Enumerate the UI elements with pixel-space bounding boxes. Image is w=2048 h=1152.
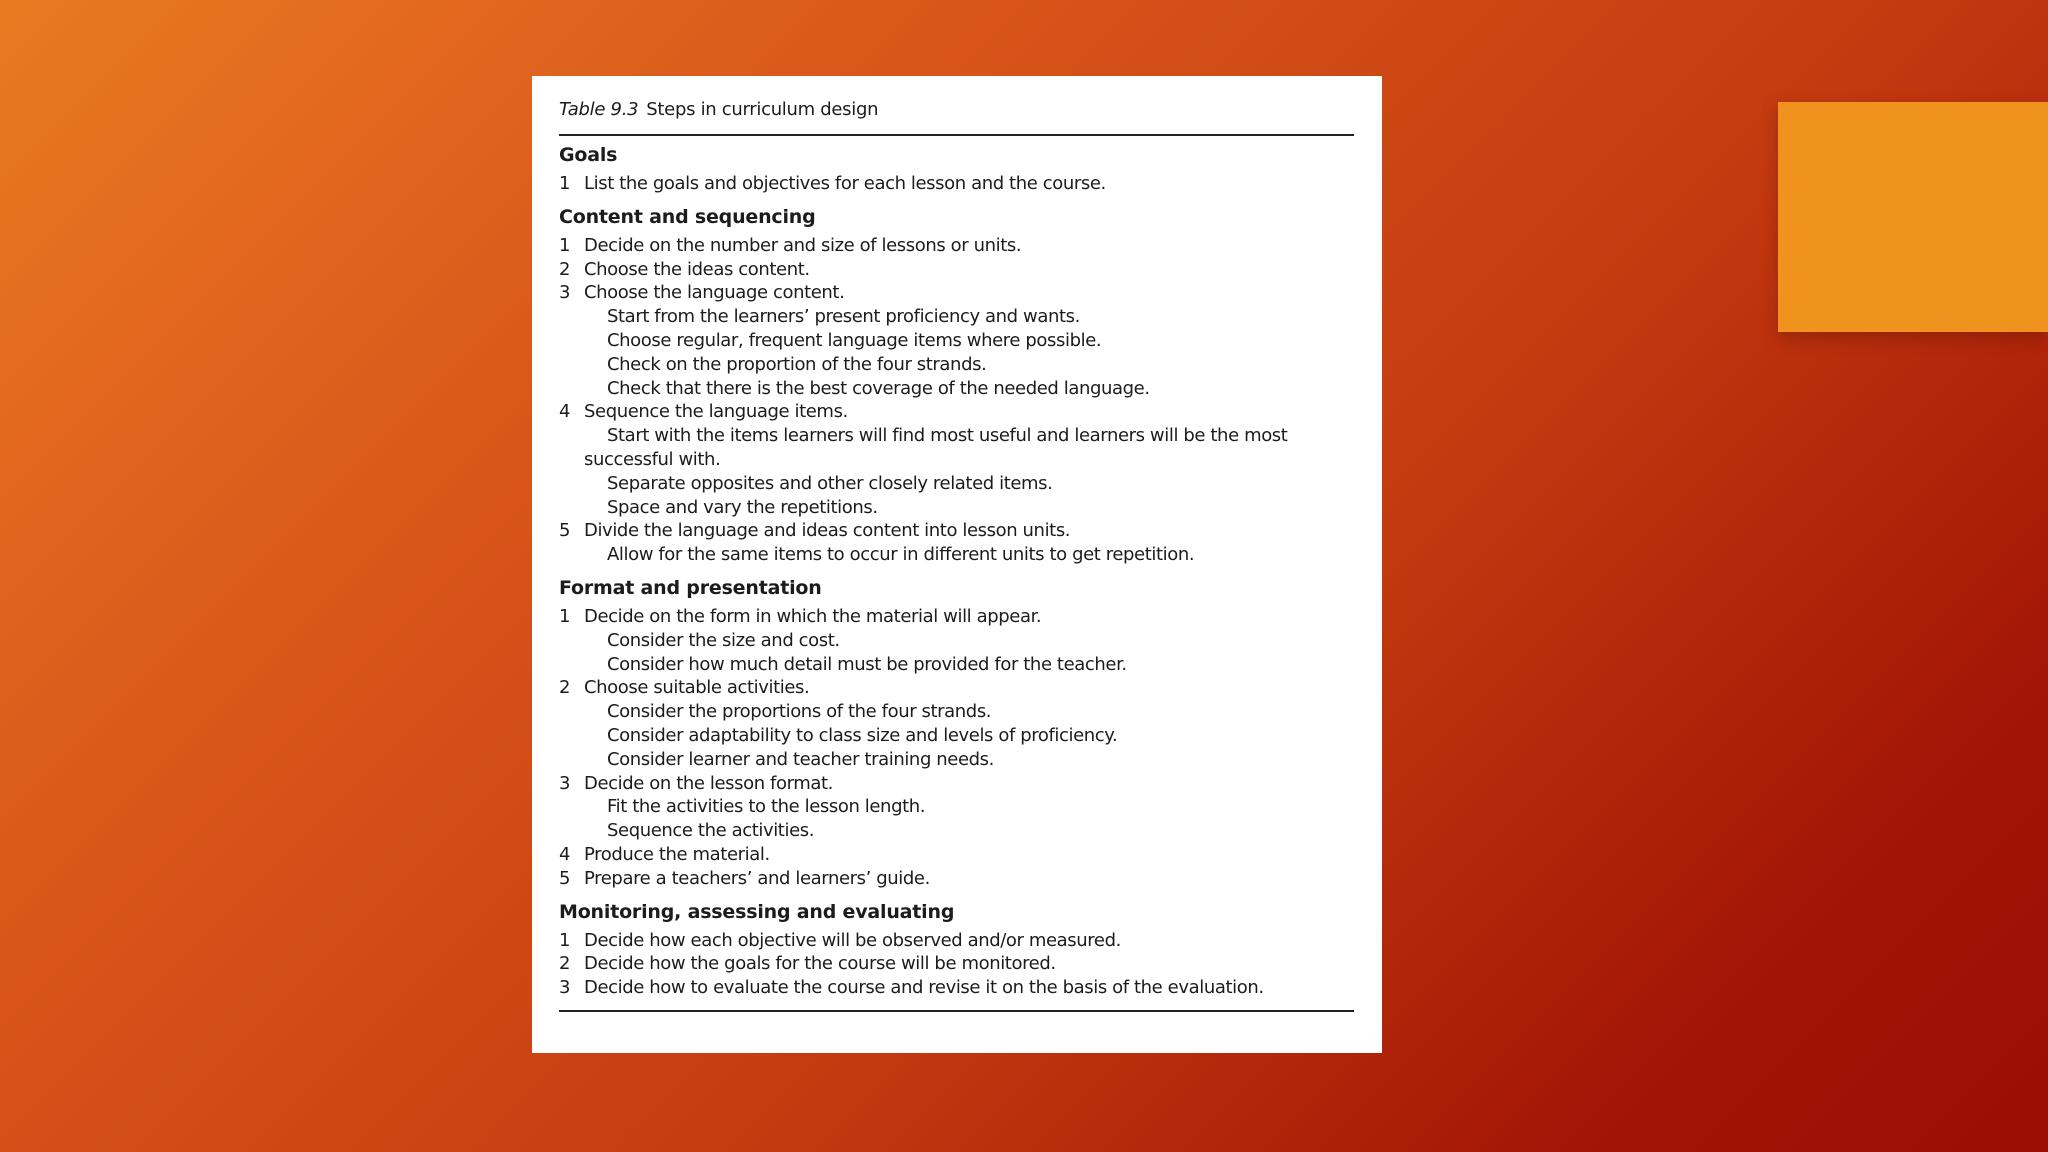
step-text: Divide the language and ideas content into lesson units.: [584, 520, 1071, 542]
table-caption-label: Table 9.3: [559, 99, 639, 120]
table-body: [559, 142, 1354, 1000]
sub-item: Fit the activities to the lesson length.: [607, 796, 926, 818]
table-caption: [559, 98, 1354, 122]
table-caption-title: Steps in curriculum design: [646, 99, 879, 120]
sub-item: Consider the proportions of the four strands.: [607, 701, 992, 723]
step-text: Decide on the form in which the material will appear.: [584, 605, 1042, 627]
step-item: [559, 843, 1354, 867]
section-heading: Goals: [559, 144, 618, 166]
step-number: 1: [559, 234, 571, 256]
step-text: Decide on the number and size of lessons or units.: [584, 234, 1022, 256]
section-heading: Format and presentation: [559, 576, 822, 599]
sub-item: Check on the proportion of the four strands.: [607, 353, 987, 375]
step-number: 2: [559, 953, 571, 975]
step-item: [559, 519, 1354, 543]
sub-item: Consider adaptability to class size and levels of proficiency.: [607, 724, 1118, 746]
sub-item: Check that there is the best coverage of the needed language.: [607, 377, 1150, 399]
step-item: [559, 400, 1354, 424]
sub-item: Separate opposites and other closely related items.: [607, 472, 1053, 494]
sub-item: Sequence the activities.: [607, 820, 815, 842]
step-number: 3: [559, 977, 571, 999]
bottom-rule: [559, 1010, 1354, 1012]
sub-item: Start from the learners’ present proficiency and wants.: [607, 306, 1080, 328]
step-item: [559, 172, 1354, 196]
step-text: Decide how to evaluate the course and revise it on the basis of the evaluation.: [584, 977, 1264, 999]
sub-item: Allow for the same items to occur in different units to get repetition.: [607, 544, 1195, 566]
step-number: 1: [559, 605, 571, 627]
step-number: 3: [559, 772, 571, 794]
top-rule: [559, 134, 1354, 136]
step-number: 3: [559, 282, 571, 304]
step-number: 4: [559, 843, 571, 865]
section-heading: Monitoring, assessing and evaluating: [559, 900, 955, 923]
step-number: 2: [559, 677, 571, 699]
sub-item: Start with the items learners will find most useful and learners will be the most successful with.: [584, 425, 1288, 470]
sub-item: Consider learner and teacher training needs.: [607, 748, 994, 770]
step-number: 5: [559, 520, 571, 542]
step-text: Choose suitable activities.: [584, 677, 810, 699]
step-number: 5: [559, 867, 571, 889]
sub-item: Space and vary the repetitions.: [607, 496, 878, 518]
step-text: Decide how each objective will be observed and/or measured.: [584, 929, 1121, 951]
step-text: List the goals and objectives for each lesson and the course.: [584, 173, 1106, 194]
step-text: Decide on the lesson format.: [584, 772, 834, 794]
step-item: [559, 867, 1354, 891]
step-item: [559, 605, 1354, 629]
step-item: [559, 234, 1354, 258]
section-heading: Content and sequencing: [559, 205, 816, 228]
step-item: [559, 258, 1354, 282]
sub-item: Consider how much detail must be provided for the teacher.: [607, 653, 1127, 675]
step-text: Sequence the language items.: [584, 401, 848, 423]
step-item: [559, 772, 1354, 796]
step-item: [559, 929, 1354, 953]
step-text: Choose the ideas content.: [584, 258, 810, 280]
step-item: [559, 676, 1354, 700]
accent-block: [1778, 102, 2048, 332]
step-item: [559, 281, 1354, 305]
sub-item: Consider the size and cost.: [607, 629, 840, 651]
step-number: 2: [559, 258, 571, 280]
step-text: Choose the language content.: [584, 282, 845, 304]
step-number: 4: [559, 401, 571, 423]
step-text: Decide how the goals for the course will be monitored.: [584, 953, 1056, 975]
step-item: [559, 952, 1354, 976]
step-item: [559, 976, 1354, 1000]
step-number: 1: [559, 929, 571, 951]
step-text: Prepare a teachers’ and learners’ guide.: [584, 867, 930, 889]
document-panel: [532, 76, 1382, 1053]
sub-item: Choose regular, frequent language items where possible.: [607, 329, 1102, 351]
step-number: 1: [559, 173, 571, 194]
step-text: Produce the material.: [584, 843, 770, 865]
